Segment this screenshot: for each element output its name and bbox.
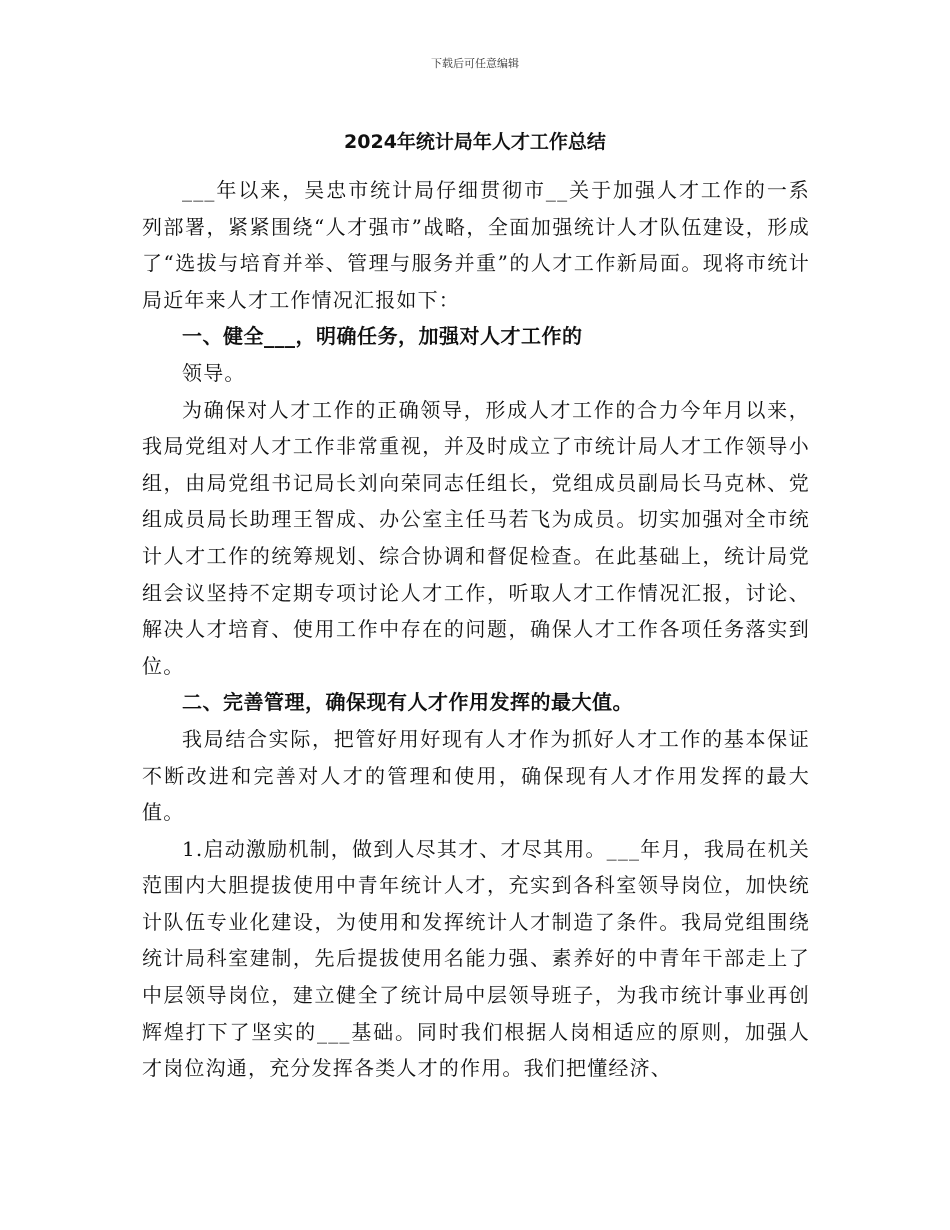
section-2-item-1-paragraph: 1.启动激励机制，做到人尽其才、才尽其用。___年月，我局在机关范围内大胆提拔使用中青年统计人才，充实到各科室领导岗位，加快统计队伍专业化建设，为使用和发挥统计人才制造了条件。我局党组围绕统计局科室建制，先后提拔使用名能力强、素养好的中青年干部走上了中层领导岗位，建立健全了统计局中层领导班子，为我市统计事业再创辉煌打下了坚实的___基础。同时我们根据人岗相适应的原则，加强人才岗位沟通，充分发挥各类人才的作用。我们把懂经济、 [142,836,810,1081]
header-note: 下载后可任意编辑 [431,57,519,70]
document-title: 2024年统计局年人才工作总结 [344,131,606,153]
section-heading-1-continuation: 领导。 [182,360,246,385]
section-heading-2: 二、完善管理，确保现有人才作用发挥的最大值。 [182,690,633,715]
intro-paragraph: ___年以来，吴忠市统计局仔细贯彻市__关于加强人才工作的一系列部署，紧紧围绕“人才强市”战略，全面加强统计人才队伍建设，形成了“选拔与培育并举、管理与服务并重”的人才工作新局面。现将市统计局近年来人才工作情况汇报如下： [142,178,810,312]
document-body [142,172,810,1087]
section-2-paragraph: 我局结合实际，把管好用好现有人才作为抓好人才工作的基本保证不断改进和完善对人才的管理和使用，确保现有人才作用发挥的最大值。 [142,726,810,825]
section-1-paragraph: 为确保对人才工作的正确领导，形成人才工作的合力今年月以来，我局党组对人才工作非常重视，并及时成立了市统计局人才工作领导小组，由局党组书记局长刘向荣同志任组长，党组成员副局长马克林、党组成员局长助理王智成、办公室主任马若飞为成员。切实加强对全市统计人才工作的统筹规划、综合协调和督促检查。在此基础上，统计局党组会议坚持不定期专项讨论人才工作，听取人才工作情况汇报，讨论、解决人才培育、使用工作中存在的问题，确保人才工作各项任务落实到位。 [142,397,810,678]
section-heading-1: 一、健全___，明确任务，加强对人才工作的 [182,324,583,349]
